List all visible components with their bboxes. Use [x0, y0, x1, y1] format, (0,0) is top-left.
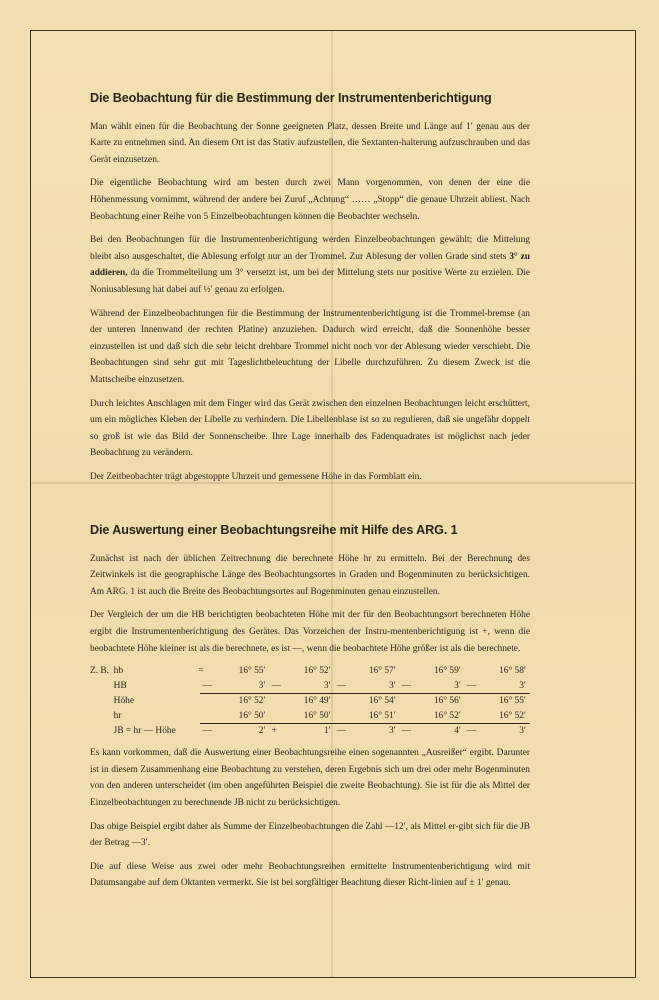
paragraph: Der Vergleich der um die HB berichtigten beobachteten Höhe mit der für den Beobachtungsort berechneten Höhe ergibt die Instrumentenberichtigung des Gerätes. Das Vorzeichen der Instru-mentenberichtigung ist +, wenn die beobachtete Höhe kleiner ist als die berechnete, es ist —, wenn die beobachtete Höhe größer ist als die berechnete.: [90, 610, 530, 654]
cell-value: 3′: [258, 681, 266, 692]
emphasis-text: 3° zu addieren,: [90, 251, 531, 279]
table-prefix: [90, 709, 114, 724]
cell-value: 16° 52′: [238, 696, 266, 707]
table-cell: [200, 664, 269, 679]
table-cell: [400, 724, 465, 739]
paragraph: Zunächst ist nach der üblichen Zeitrechnung die berechnete Höhe hr zu ermitteln. Bei der Berechnung des Zeitwinkels ist die geographische Länge des Beobachtungsortes in Graden und Bogenminuten zu berücksichtigen. Am ARG. 1 ist auch die Breite des Beobachtungsortes auf Bogenminuten genau einzustellen.: [90, 553, 530, 597]
cell-value: 16° 55′: [238, 666, 266, 677]
cell-value: 3′: [389, 681, 396, 692]
table-prefix: Z. B.: [90, 666, 110, 677]
table-cell: [270, 679, 335, 694]
table-cell: [400, 664, 465, 679]
cell-sign: —: [202, 681, 212, 692]
table-cell: [400, 694, 465, 709]
cell-value: 16° 59′: [433, 666, 461, 677]
paragraph: Es kann vorkommen, daß die Auswertung einer Beobachtungsreihe einen sogenannten „Ausreißer“ ergibt. Darunter ist in diesem Zusammenhang eine Beobachtung zu verstehen, deren Ergebnis sich um drei oder mehr Bogenminuten von den anderen unterscheidet (im oben angeführten Beispiel die zweite Beobachtung). Sie ist für die als Mittel der Einzelbeobachtungen zu berechnende JB nicht zu berücksichtigen.: [90, 748, 530, 808]
cell-value: 3′: [389, 726, 396, 737]
table-cell: [400, 709, 465, 724]
table-cell: [465, 724, 530, 739]
paragraph: Der Zeitbeobachter trägt abgestoppte Uhrzeit und gemessene Höhe in das Formblatt ein.: [90, 471, 422, 482]
table-cell: [465, 709, 530, 724]
table-cell: [270, 709, 335, 724]
cell-value: 2′: [258, 726, 266, 737]
cell-value: 3′: [519, 681, 526, 692]
table-cell: [465, 694, 530, 709]
cell-value: 16° 50′: [303, 711, 331, 722]
cell-value: 3′: [323, 681, 331, 692]
section-observation: [90, 90, 530, 492]
table-prefix: [90, 694, 114, 709]
table-cell: [465, 664, 530, 679]
cell-value: 16° 52′: [499, 711, 526, 722]
table-cell: [200, 694, 269, 709]
table-cell: [400, 679, 465, 694]
cell-sign: —: [336, 726, 347, 737]
cell-sign: +: [271, 726, 277, 737]
paragraph: Durch leichtes Anschlagen mit dem Finger wird das Gerät zwischen den einzelnen Beobachtungen leicht erschüttert, um ein mögliches Kleben der Libelle zu verhindern. Die Libellenblase ist so zu regulieren, daß sie ungefähr doppelt so groß ist wie das Bild der Sonnenscheibe. Ihre Lage innerhalb des Fadenquadrates ist möglichst nach jeder Beobachtung zu verändern.: [90, 398, 530, 459]
table-prefix: [90, 724, 114, 739]
table-row-label: HB: [113, 681, 127, 692]
cell-value: 4′: [454, 726, 461, 737]
section-title: Die Beobachtung für die Bestimmung der Instrumentenberichtigung: [90, 91, 492, 105]
table-cell: [335, 679, 400, 694]
paragraph: Die auf diese Weise aus zwei oder mehr Beobachtungsreihen ermittelte Instrumentenberichtigung wird mit Datumsangabe auf dem Oktanten vermerkt. Sie ist bei sorgfältiger Beachtung dieser Richt-linien auf ± 1′ genau.: [90, 861, 530, 889]
section-evaluation: [90, 522, 530, 899]
paragraph: Die eigentliche Beobachtung wird am besten durch zwei Mann vorgenommen, von denen der eine die Höhenmessung vornimmt, während der andere bei Zuruf „Achtung“ …… „Stopp“ die genaue Uhrzeit abliest. Nach Beobachtung einer Reihe von 5 Einzelbeobachtungen können die Beobachter wechseln.: [90, 178, 530, 222]
cell-value: 16° 58′: [499, 666, 526, 677]
cell-value: 1′: [323, 726, 331, 737]
table-cell: [270, 694, 335, 709]
cell-sign: —: [202, 726, 212, 737]
section-title: Die Auswertung einer Beobachtungsreihe mit Hilfe des ARG. 1: [90, 523, 458, 537]
table-cell: [270, 724, 335, 739]
table-cell: [200, 724, 269, 739]
cell-value: 16° 55′: [499, 696, 526, 707]
table-cell: [200, 679, 269, 694]
cell-value: 16° 52′: [433, 711, 461, 722]
table-row-label: hb: [113, 666, 124, 677]
paragraph: Während der Einzelbeobachtungen für die Bestimmung der Instrumentenberichtigung ist die Trommel-bremse (an der unteren Innenwand der rechten Platine) anzuziehen. Dadurch wird erreicht, daß die Sonnenhöhe besser einzustellen ist und daß sich die sehr leicht drehbare Trommel nicht noch vor der Ablesung wieder verschiebt. Die Beobachtungen sind sehr gut mit Tageslichtbeleuchtung der Libelle durchzuführen. Zu diesem Zweck ist die Mattscheibe einzusetzen.: [90, 308, 530, 385]
paragraph: Man wählt einen für die Beobachtung der Sonne geeigneten Platz, dessen Breite und Länge auf 1′ genau aus der Karte zu entnehmen sind. An diesem Ort ist das Stativ aufzustellen, die Sextanten-halterung aufzuschrauben und das Gerät einzusetzen.: [90, 121, 530, 165]
table-prefix: [90, 679, 114, 694]
paragraph: Das obige Beispiel ergibt daher als Summe der Einzelbeobachtungen die Zahl —12′, als Mittel er-gibt sich für die JB der Betrag —3′.: [90, 821, 530, 849]
table-row: [90, 679, 530, 694]
table-row: [90, 724, 530, 739]
table-row: [90, 664, 530, 679]
cell-sign: —: [336, 681, 347, 692]
cell-value: 16° 51′: [368, 711, 396, 722]
table-cell: [270, 664, 335, 679]
cell-value: 16° 54′: [368, 696, 396, 707]
cell-value: 16° 50′: [238, 711, 266, 722]
table-cell: [335, 709, 400, 724]
cell-value: 3′: [519, 726, 526, 737]
cell-sign: —: [271, 681, 281, 692]
cell-sign: —: [401, 726, 412, 737]
cell-sign: —: [466, 726, 477, 737]
cell-value: 16° 57′: [368, 666, 396, 677]
cell-value: 16° 56′: [433, 696, 461, 707]
cell-sign: —: [401, 681, 412, 692]
cell-value: 16° 52′: [303, 666, 331, 677]
table-row: [90, 709, 530, 724]
table-cell: [335, 724, 400, 739]
table-cell: [465, 679, 530, 694]
equals-sign: =: [198, 666, 204, 677]
cell-sign: —: [466, 681, 477, 692]
paragraph-text: da die Trommelteilung um 3° versetzt ist, um bei der Mittelung stets nur positive Werte zu erzielen. Die Noniusablesung hat dabei auf ½′ genau zu erfolgen.: [90, 268, 530, 295]
example-calculation-table: [90, 664, 530, 739]
table-row-label: JB = hr — Höhe: [113, 726, 176, 737]
table-cell: [335, 664, 400, 679]
table-row-label: hr: [113, 711, 122, 722]
paragraph: [90, 232, 530, 298]
paragraph-text: Bei den Beobachtungen für die Instrumentenberichtigung werden Einzelbeobachtungen gewählt; die Mittelung bleibt also ausgeschaltet, die Ablesung erfolgt nur an der Trommel. Zur Ablesung der vollen Grade sind stets: [90, 235, 530, 262]
cell-value: 3′: [454, 681, 461, 692]
table-row: [90, 694, 530, 709]
table-cell: [200, 709, 269, 724]
table-cell: [335, 694, 400, 709]
cell-value: 16° 49′: [303, 696, 331, 707]
table-row-label: Höhe: [113, 696, 134, 707]
